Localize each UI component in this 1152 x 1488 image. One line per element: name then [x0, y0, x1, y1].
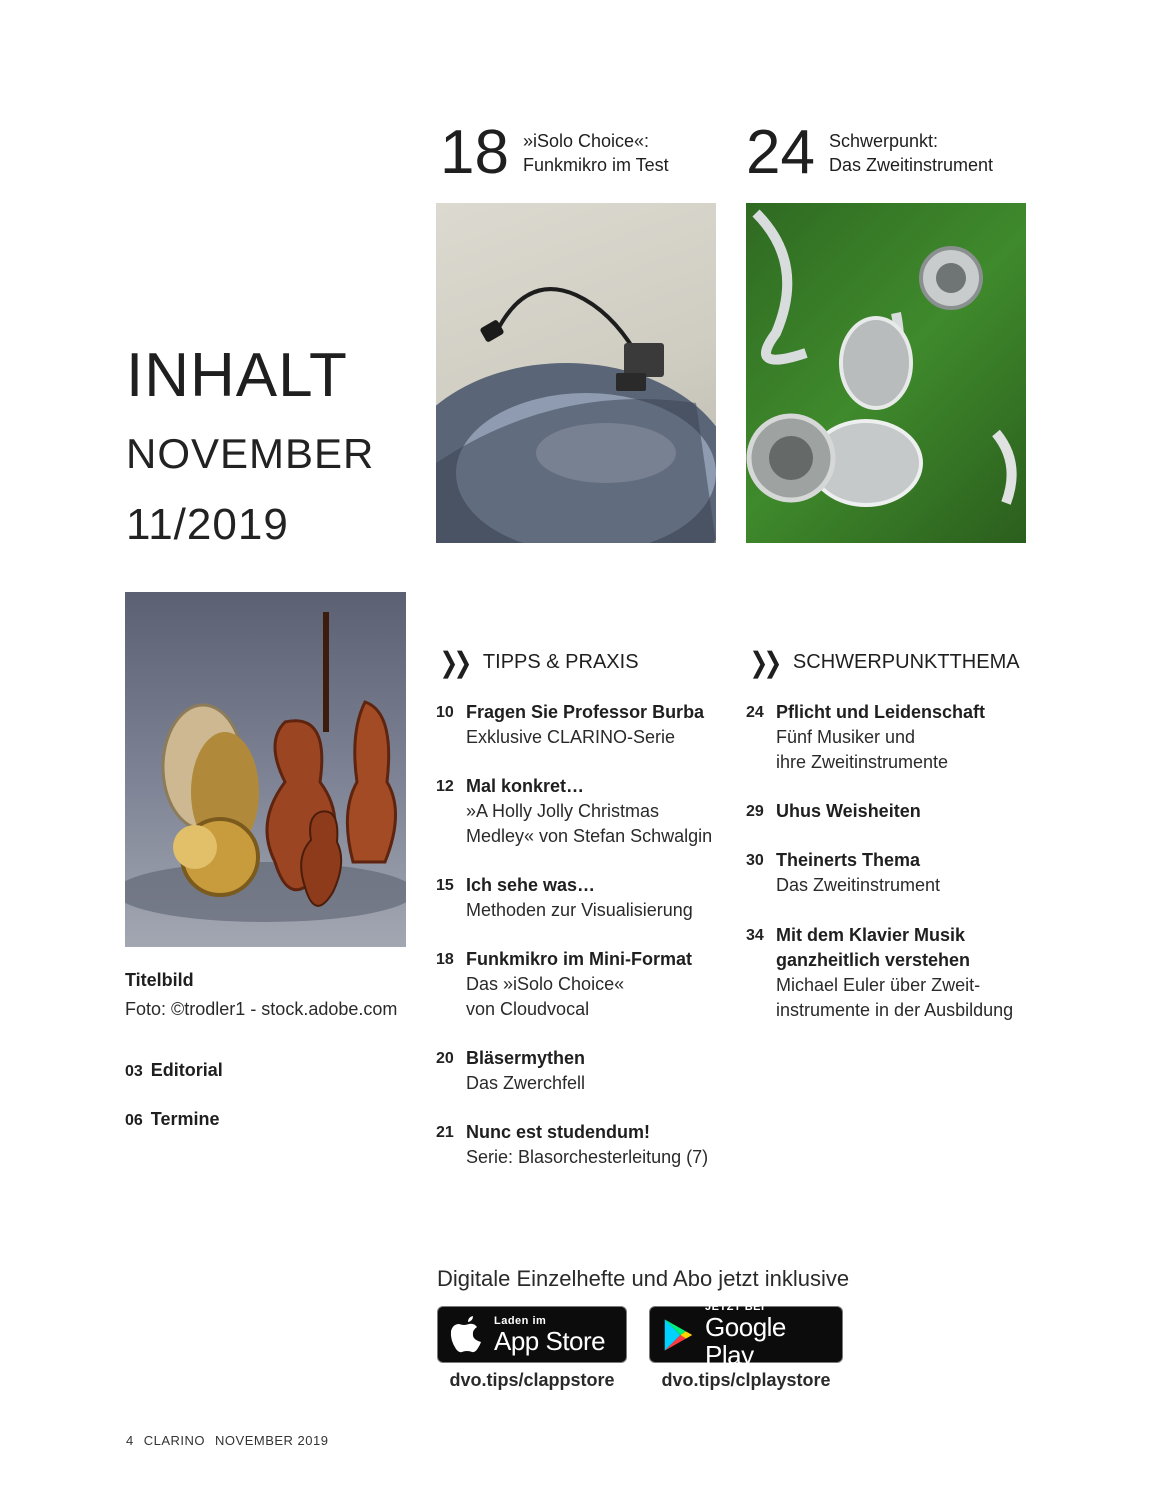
toc-entry[interactable] — [436, 947, 736, 1022]
toc-entry-subtitle: Michael Euler über Zweit- — [776, 975, 981, 995]
toc-entry-title: Mal konkret… — [466, 776, 585, 796]
feature-caption-line: Schwerpunkt: — [828, 131, 939, 151]
toc-entry-title: Fragen Sie Professor Burba — [466, 702, 705, 722]
google-play-small-text: JETZT BEI — [705, 1300, 765, 1313]
section-header-tipps — [436, 646, 639, 679]
toc-entry-title: Uhus Weisheiten — [776, 801, 921, 821]
toc-entry-page: 18 — [436, 951, 454, 968]
toc-entry-title: Mit dem Klavier Musik — [776, 925, 966, 945]
toc-entry-title: Ich sehe was… — [466, 875, 596, 895]
toc-entry-page: 24 — [746, 704, 764, 721]
feature-caption — [829, 129, 993, 177]
toc-entry[interactable] — [436, 873, 736, 923]
page-footer — [126, 1433, 338, 1448]
toc-entry[interactable] — [436, 1120, 736, 1170]
double-chevron-icon: ❯❯ — [749, 647, 778, 678]
toc-entry-subtitle: von Cloudvocal — [466, 999, 590, 1019]
toc-entry-page: 34 — [746, 927, 764, 944]
cover-photo — [125, 592, 406, 947]
toc-entry-page: 21 — [436, 1124, 454, 1141]
app-store-link[interactable]: dvo.tips/clappstore — [449, 1370, 615, 1390]
app-store-badge[interactable] — [437, 1306, 627, 1363]
toc-entry-title: ganzheitlich verstehen — [776, 950, 971, 970]
footer-magazine: CLARINO — [143, 1433, 206, 1448]
google-play-icon — [662, 1316, 695, 1354]
brass-instruments-photo — [746, 203, 1026, 543]
toc-entry-page: 20 — [436, 1050, 454, 1067]
feature-header-24 — [746, 118, 994, 187]
footer-page-number: 4 — [126, 1433, 134, 1448]
toc-entry-page: 06 — [125, 1112, 143, 1129]
toc-entry-title: Pflicht und Leidenschaft — [776, 702, 986, 722]
feature-caption — [523, 129, 669, 177]
google-play-badge[interactable] — [649, 1300, 843, 1370]
app-store-big-text: App Store — [494, 1325, 606, 1356]
toc-entry-title: Termine — [150, 1109, 220, 1129]
toc-entry-subtitle: Fünf Musiker und — [776, 727, 916, 747]
section-title: TIPPS & PRAXIS — [482, 651, 639, 673]
cover-caption — [125, 970, 397, 1020]
app-store-small-text: Laden im — [494, 1314, 547, 1327]
toc-entry-subtitle: Medley« von Stefan Schwalgin — [466, 826, 713, 846]
section-title: SCHWERPUNKTTHEMA — [792, 651, 1020, 673]
toc-entry-subtitle: Exklusive CLARINO-Serie — [466, 727, 676, 747]
toc-entry-page: 30 — [746, 852, 764, 869]
toc-entry-subtitle: Serie: Blasorchesterleitung (7) — [466, 1147, 709, 1167]
toc-entry[interactable] — [746, 700, 1046, 775]
google-play-link[interactable]: dvo.tips/clplaystore — [661, 1370, 831, 1390]
microphone-photo — [436, 203, 716, 543]
toc-entry-termine[interactable] — [125, 1109, 227, 1130]
toc-entry[interactable] — [746, 799, 1046, 824]
toc-entry-page: 15 — [436, 877, 454, 894]
issue-month: NOVEMBER — [126, 430, 375, 477]
toc-entry-title: Theinerts Thema — [776, 850, 921, 870]
toc-entry-page: 12 — [436, 778, 454, 795]
cover-instruments-illustration — [125, 592, 406, 947]
toc-entry-subtitle: Methoden zur Visualisierung — [466, 900, 693, 920]
page-title: INHALT — [126, 341, 348, 410]
google-play-big-text: Google Play — [705, 1311, 786, 1370]
toc-entry-page: 29 — [746, 803, 764, 820]
toc-entry-subtitle: Das Zweitinstrument — [776, 875, 941, 895]
toc-entry-page: 10 — [436, 704, 454, 721]
toc-entry-page: 03 — [125, 1063, 143, 1080]
cover-caption-title: Titelbild — [125, 970, 194, 990]
feature-header-18 — [440, 118, 669, 187]
toc-entry-subtitle: ihre Zweitinstrumente — [776, 752, 949, 772]
feature-page-number: 24 — [746, 118, 815, 187]
footer-issue: NOVEMBER 2019 — [215, 1433, 329, 1448]
double-chevron-icon: ❯❯ — [439, 647, 468, 678]
toc-entry-title: Funkmikro im Mini-Format — [466, 949, 693, 969]
toc-entry[interactable] — [436, 774, 736, 849]
toc-entry[interactable] — [746, 848, 1046, 898]
toc-entry-subtitle: Das »iSolo Choice« — [466, 974, 625, 994]
issue-number: 11/2019 — [126, 500, 289, 549]
digital-promo-text: Digitale Einzelhefte und Abo jetzt inklusive — [437, 1266, 850, 1291]
toc-entry-subtitle: Das Zwerchfell — [466, 1073, 586, 1093]
brass-instruments-illustration — [746, 203, 1026, 543]
feature-caption-line: »iSolo Choice«: — [522, 131, 650, 151]
toc-entry-title: Editorial — [150, 1060, 223, 1080]
toc-entry-title: Bläsermythen — [466, 1048, 586, 1068]
cover-caption-credit: Foto: ©trodler1 - stock.adobe.com — [125, 999, 398, 1019]
apple-icon — [450, 1316, 484, 1354]
toc-entry[interactable] — [436, 700, 736, 750]
feature-caption-line: Das Zweitinstrument — [828, 155, 994, 175]
feature-caption-line: Funkmikro im Test — [522, 155, 669, 175]
toc-entry[interactable] — [746, 923, 1046, 1023]
microphone-illustration — [436, 203, 716, 543]
toc-entry-editorial[interactable] — [125, 1060, 231, 1081]
toc-entry-title: Nunc est studendum! — [466, 1122, 651, 1142]
toc-entry-subtitle: instrumente in der Ausbildung — [776, 1000, 1014, 1020]
toc-entry-subtitle: »A Holly Jolly Christmas — [466, 801, 660, 821]
section-header-schwerpunkt — [746, 646, 1020, 679]
toc-entry[interactable] — [436, 1046, 736, 1096]
feature-page-number: 18 — [440, 118, 509, 187]
